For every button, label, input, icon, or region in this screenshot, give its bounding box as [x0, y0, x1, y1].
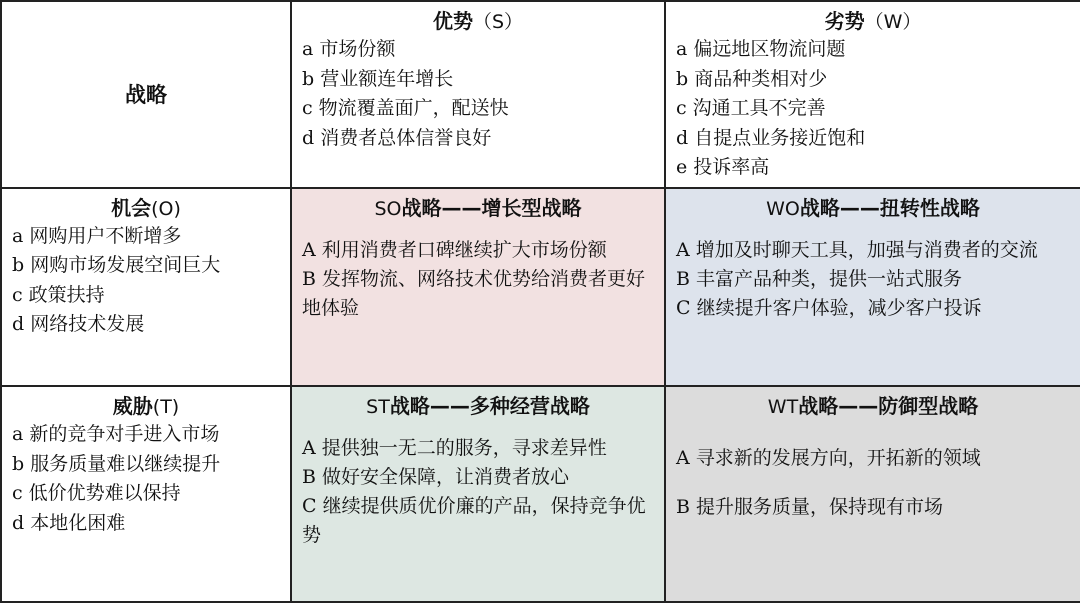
- st-heading: [292, 393, 664, 420]
- strengths-heading: [292, 8, 664, 35]
- wt-strategy-cell: [665, 386, 1080, 602]
- wo-item: A 增加及时聊天工具，加强与消费者的交流: [676, 238, 1038, 261]
- strength-item: d 消费者总体信誉良好: [302, 126, 492, 149]
- so-title: 战略——增长型战略: [401, 195, 582, 220]
- st-list: [292, 434, 664, 550]
- threat-item: c 低价优势难以保持: [12, 482, 181, 505]
- wo-list: [666, 236, 1080, 323]
- threats-title: 威胁: [112, 394, 153, 419]
- wt-item: B 提升服务质量，保持现有市场: [676, 496, 944, 519]
- opportunities-heading: [2, 195, 290, 222]
- threats-heading: [2, 393, 290, 420]
- st-item: B 做好安全保障，让消费者放心: [302, 466, 570, 489]
- threat-item: b 服务质量难以继续提升: [12, 452, 221, 475]
- wo-item: B 丰富产品种类，提供一站式服务: [676, 267, 963, 290]
- weakness-item: e 投诉率高: [676, 156, 770, 178]
- opportunities-cell: [1, 188, 291, 387]
- threats-cell: [1, 386, 291, 602]
- wt-heading: [666, 393, 1080, 420]
- so-item: B 发挥物流、网络技术优势给消费者更好地体验: [302, 267, 646, 319]
- strengths-title: 优势: [432, 9, 473, 33]
- opportunity-item: c 政策扶持: [12, 283, 105, 306]
- strength-item: c 物流覆盖面广，配送快: [302, 97, 509, 119]
- opportunities-code: (O): [151, 197, 181, 220]
- wo-item: C 继续提升客户体验，减少客户投诉: [676, 296, 982, 319]
- weaknesses-title: 劣势: [824, 9, 865, 33]
- weakness-item: b 商品种类相对少: [676, 67, 828, 90]
- st-strategy-cell: [291, 386, 665, 602]
- strengths-list: [292, 35, 664, 153]
- opportunities-title: 机会: [111, 195, 152, 220]
- weakness-item: c 沟通工具不完善: [676, 97, 826, 119]
- opportunity-item: a 网购用户不断增多: [12, 224, 182, 247]
- threats-code: (T): [152, 396, 180, 419]
- st-title: 战略——多种经营战略: [389, 394, 590, 419]
- opportunities-list: [2, 222, 290, 340]
- so-item: A 利用消费者口碑继续扩大市场份额: [302, 238, 607, 261]
- wt-code: WT: [767, 396, 799, 419]
- so-heading: [292, 195, 664, 222]
- wt-list: [666, 444, 1080, 522]
- so-code: SO: [374, 197, 402, 220]
- so-list: [292, 236, 664, 323]
- threat-item: d 本地化困难: [12, 511, 126, 534]
- corner-label: 战略: [125, 83, 167, 108]
- strength-item: b 营业额连年增长: [302, 67, 454, 90]
- opportunity-item: b 网购市场发展空间巨大: [12, 254, 221, 277]
- weakness-item: a 偏远地区物流问题: [676, 38, 846, 60]
- st-code: ST: [366, 396, 390, 419]
- weaknesses-code: （W）: [864, 11, 922, 33]
- threat-item: a 新的竞争对手进入市场: [12, 423, 220, 446]
- wt-item: A 寻求新的发展方向，开拓新的领域: [676, 447, 981, 470]
- weakness-item: d 自提点业务接近饱和: [676, 126, 866, 149]
- corner-cell: [1, 1, 291, 188]
- opportunity-item: d 网络技术发展: [12, 313, 145, 336]
- wo-strategy-cell: [665, 188, 1080, 387]
- so-strategy-cell: [291, 188, 665, 387]
- wo-title: 战略——扭转性战略: [799, 195, 980, 220]
- wo-heading: [666, 195, 1080, 222]
- weaknesses-heading: [666, 8, 1080, 35]
- weaknesses-list: [666, 35, 1080, 183]
- threats-list: [2, 420, 290, 538]
- strength-item: a 市场份额: [302, 38, 396, 60]
- strengths-cell: [291, 1, 665, 188]
- strengths-code: （S）: [472, 11, 524, 33]
- wt-title: 战略——防御型战略: [798, 394, 979, 419]
- wo-code: WO: [766, 197, 800, 220]
- weaknesses-cell: [665, 1, 1080, 188]
- st-item: C 继续提供质优价廉的产品，保持竞争优势: [302, 495, 646, 547]
- st-item: A 提供独一无二的服务，寻求差异性: [302, 437, 607, 460]
